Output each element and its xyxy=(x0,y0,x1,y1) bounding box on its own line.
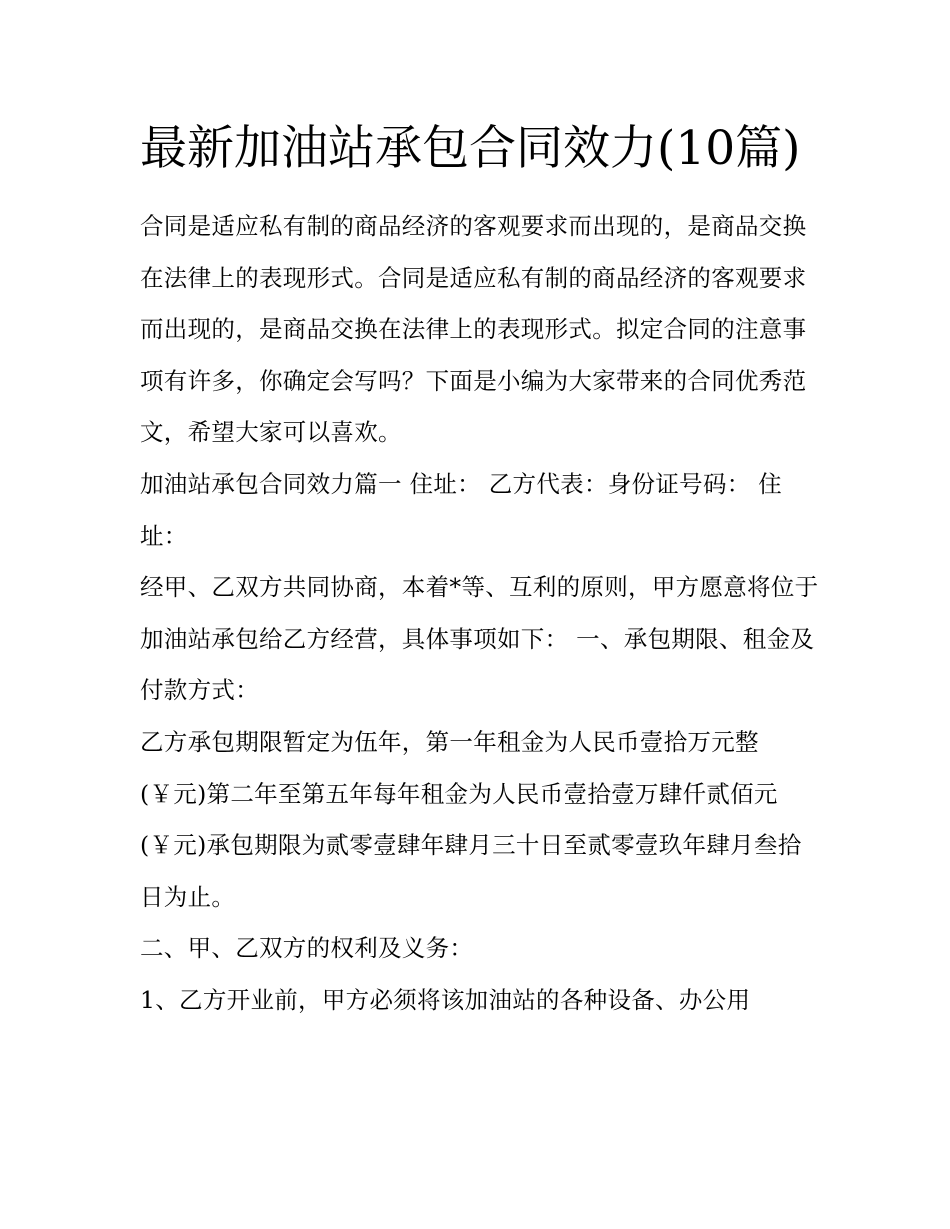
paragraph-term-rent: 乙方承包期限暂定为伍年，第一年租金为人民币壹拾万元整(￥元)第二年至第五年每年租金为人民币壹拾壹万肆仟贰佰元(￥元)承包期限为贰零壹肆年肆月三十日至贰零壹玖年肆月叁拾日为止。 xyxy=(140,727,802,911)
document-page xyxy=(140,112,820,1027)
paragraph-section-rights: 二、甲、乙双方的权利及义务： xyxy=(140,934,474,963)
paragraph-agreement: 经甲、乙双方共同协商，本着*等、互利的原则，甲方愿意将位于加油站承包给乙方经营，具体事项如下： 一、承包期限、租金及付款方式： xyxy=(140,573,819,705)
paragraph-contract-header: 加油站承包合同效力篇一 住址： 乙方代表：身份证号码： 住址： xyxy=(140,469,783,550)
paragraph-clause-1: 1、乙方开业前，甲方必须将该加油站的各种设备、办公用 xyxy=(140,985,751,1014)
paragraph-intro: 合同是适应私有制的商品经济的客观要求而出现的，是商品交换在法律上的表现形式。合同是适应私有制的商品经济的客观要求而出现的，是商品交换在法律上的表现形式。拟定合同的注意事项有许多，你确定会写吗？下面是小编为大家带来的合同优秀范文，希望大家可以喜欢。 xyxy=(140,212,807,447)
document-title: 最新加油站承包合同效力(10篇) xyxy=(140,121,801,176)
